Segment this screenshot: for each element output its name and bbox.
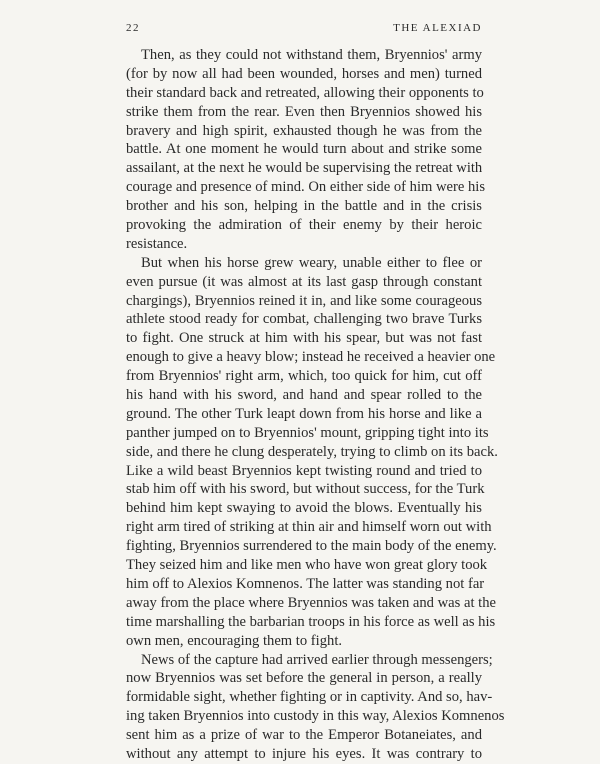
text-line: panther jumped on to Bryennios' mount, gripping tight into its bbox=[126, 424, 489, 441]
text-line: him off to Alexios Komnenos. The latter was standing not far bbox=[126, 575, 485, 592]
body-text bbox=[126, 46, 505, 764]
text-line: ground. The other Turk leapt down from his horse and like a bbox=[126, 405, 482, 422]
paragraph-1 bbox=[126, 46, 486, 254]
text-line: now Bryennios was set before the general in person, a really bbox=[126, 670, 482, 687]
text-line: But when his horse grew weary, unable either to flee or bbox=[141, 254, 482, 271]
text-line: (for by now all had been wounded, horses and men) turned bbox=[126, 65, 482, 82]
text-line: without any attempt to injure his eyes. It was contrary to bbox=[126, 745, 482, 762]
text-line: chargings), Bryennios reined it in, and like some courageous bbox=[126, 292, 482, 309]
text-line: ing taken Bryennios into custody in this way, Alexios Komnenos bbox=[126, 708, 505, 725]
text-line: Like a wild beast Bryennios kept twisting round and tried to bbox=[126, 462, 482, 479]
text-line: even pursue (it was almost at its last gasp through constant bbox=[126, 273, 482, 290]
text-line: strike them from the rear. Even then Bryennios showed his bbox=[126, 103, 482, 120]
text-line: fighting, Bryennios surrendered to the main body of the enemy. bbox=[126, 538, 497, 555]
text-line: battle. At one moment he would turn about and strike some bbox=[126, 141, 482, 158]
text-line: Then, as they could not withstand them, Bryennios' army bbox=[141, 47, 482, 63]
text-line: sent him as a prize of war to the Emperor Botaneiates, and bbox=[126, 727, 482, 744]
text-line: bravery and high spirit, exhausted though he was from the bbox=[126, 122, 482, 139]
text-line: from Bryennios' right arm, which, too quick for him, cut off bbox=[126, 368, 482, 385]
page-number: 22 bbox=[126, 22, 140, 34]
text-line: behind him kept swaying to avoid the blows. Eventually his bbox=[126, 500, 482, 517]
text-line: time marshalling the barbarian troops in his force as well as his bbox=[126, 613, 496, 630]
text-line: assailant, at the next he would be supervising the retreat with bbox=[126, 160, 483, 177]
paragraph-3 bbox=[126, 651, 505, 764]
text-line: his hand with his sword, and hand and spear rolled to the bbox=[126, 387, 482, 404]
text-line: brother and his son, helping in the battle and in the crisis bbox=[126, 198, 482, 215]
text-line: their standard back and retreated, allowing their opponents to bbox=[126, 84, 484, 101]
text-line: side, and there he clung desperately, trying to climb on its back. bbox=[126, 443, 498, 460]
text-line: formidable sight, whether fighting or in captivity. And so, hav- bbox=[126, 689, 493, 706]
text-line: athlete stood ready for combat, challenging two brave Turks bbox=[126, 311, 482, 328]
page-header bbox=[126, 22, 482, 38]
text-line: resistance. bbox=[126, 235, 188, 252]
text-line: enough to give a heavy blow; instead he received a heavier one bbox=[126, 349, 496, 366]
text-line: courage and presence of mind. On either side of him were his bbox=[126, 179, 486, 196]
text-line: News of the capture had arrived earlier through messengers; bbox=[141, 651, 493, 668]
text-line: own men, encouraging them to fight. bbox=[126, 632, 343, 649]
paragraph-2 bbox=[126, 254, 498, 651]
text-line: provoking the admiration of their enemy by their heroic bbox=[126, 217, 482, 234]
running-title: THE ALEXIAD bbox=[393, 22, 482, 34]
text-line: stab him off with his sword, but without success, for the Turk bbox=[126, 481, 485, 498]
text-line: right arm tired of striking at thin air and himself worn out with bbox=[126, 519, 492, 536]
text-line: They seized him and like men who have won great glory took bbox=[126, 557, 488, 574]
text-line: away from the place where Bryennios was taken and was at the bbox=[126, 594, 496, 611]
text-line: to fight. One struck at him with his spear, but was not fast bbox=[126, 330, 482, 347]
